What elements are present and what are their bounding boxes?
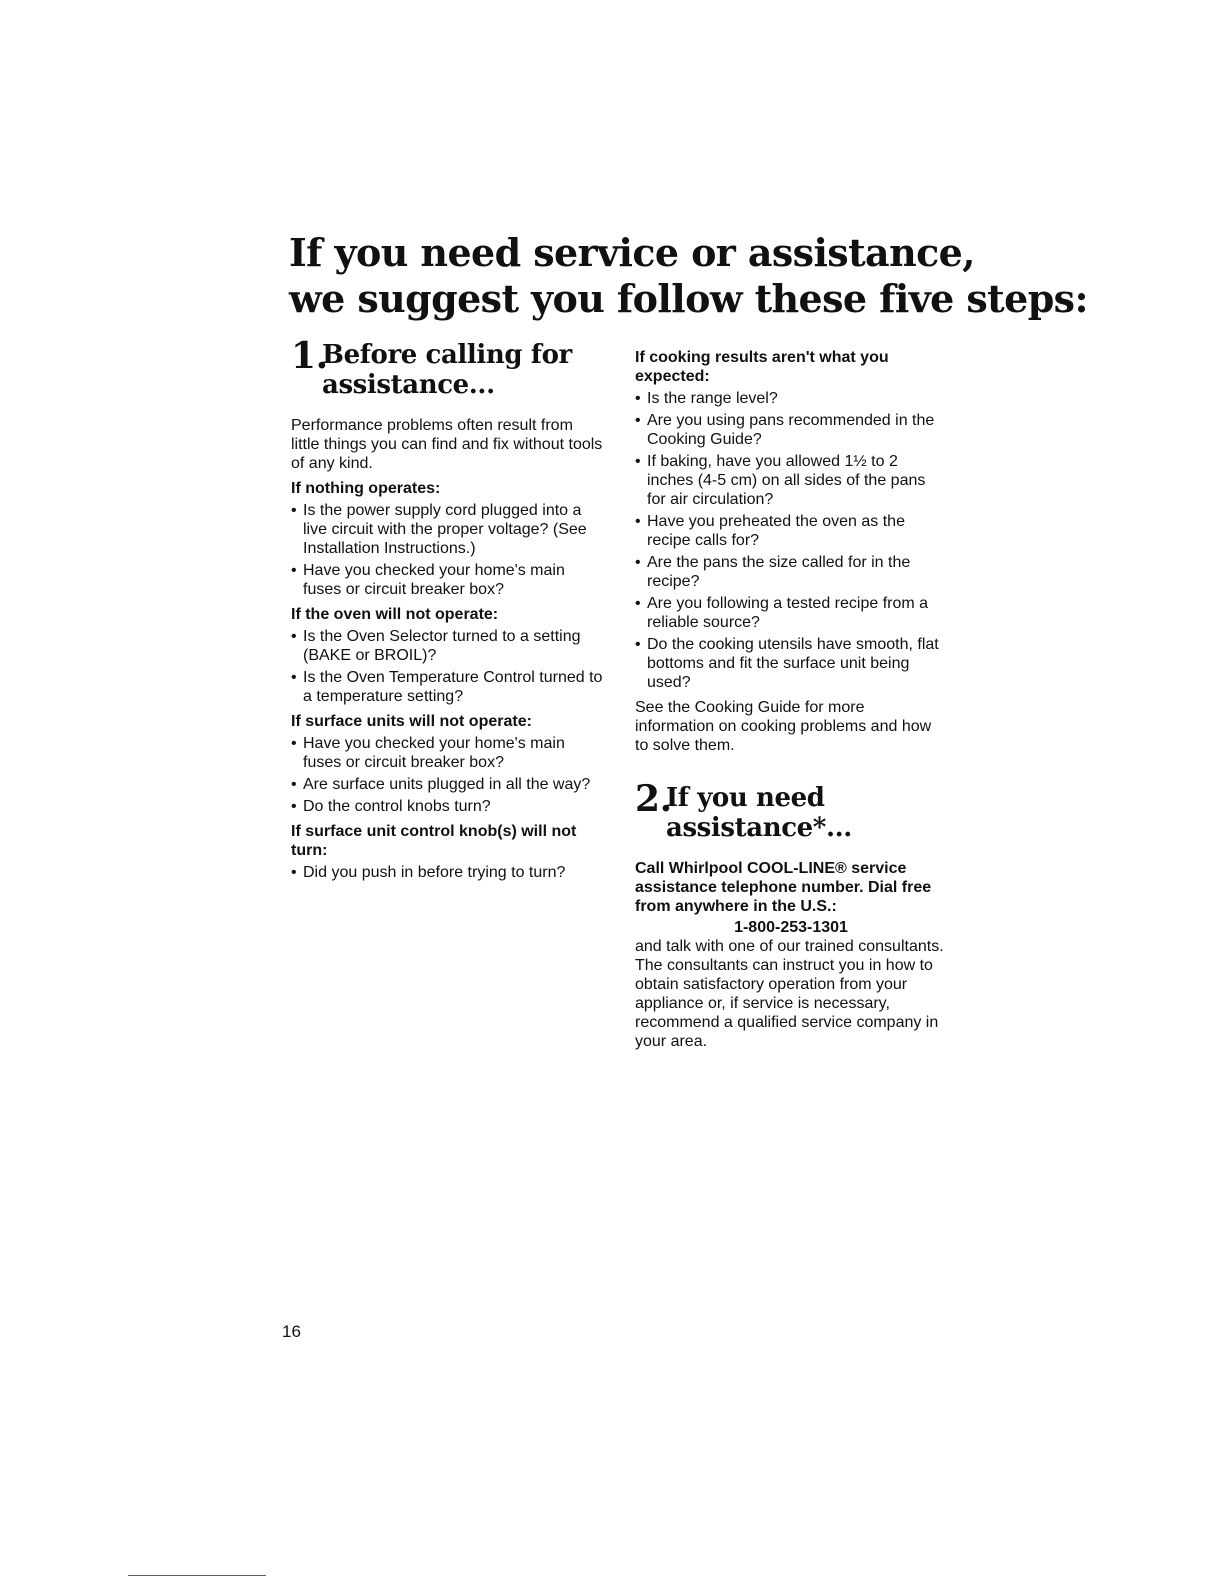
- list-item: • Is the Oven Selector turned to a setting (BAKE or BROIL)?: [291, 627, 604, 665]
- step-1-number: 1.: [291, 335, 328, 377]
- step-1-heading: [291, 335, 604, 400]
- list-item: • Did you push in before trying to turn?: [291, 863, 604, 882]
- consultants-text: and talk with one of our trained consultants. The consultants can instruct you in how to obtain satisfactory operation from your appliance or, if service is necessary, recommend a qualified service company in your area.: [635, 938, 944, 1050]
- list-item: • Are surface units plugged in all the way?: [291, 775, 604, 794]
- group-knobs-not-turn: [291, 822, 604, 882]
- title-line-2: we suggest you follow these five steps:: [289, 276, 1088, 321]
- page-number: 16: [282, 1322, 301, 1341]
- list-item: • Are you following a tested recipe from a reliable source?: [635, 594, 947, 632]
- cool-line-callout: Call Whirlpool COOL-LINE® service assistance telephone number. Dial free from anywhere in the U.S.:: [635, 860, 932, 915]
- list-item: • Is the Oven Temperature Control turned to a temperature setting?: [291, 668, 604, 706]
- list-item: • Have you checked your home's main fuses or circuit breaker box?: [291, 561, 604, 599]
- cooking-guide-note: See the Cooking Guide for more information on cooking problems and how to solve them.: [635, 699, 932, 754]
- step-2-number: 2.: [635, 778, 672, 820]
- list-item: • Are you using pans recommended in the Cooking Guide?: [635, 411, 947, 449]
- step-1-heading-line-2: assistance...: [322, 370, 495, 400]
- list-item: • Is the power supply cord plugged into a live circuit with the proper voltage? (See Installation Instructions.): [291, 501, 604, 558]
- list-item: • If baking, have you allowed 1½ to 2 inches (4-5 cm) on all sides of the pans for air circulation?: [635, 452, 947, 509]
- group-title: If surface unit control knob(s) will not turn:: [291, 823, 577, 859]
- list-item: • Have you checked your home's main fuses or circuit breaker box?: [291, 734, 604, 772]
- list-item: • Do the control knobs turn?: [291, 797, 604, 816]
- title-line-1: If you need service or assistance,: [289, 230, 975, 275]
- list-item: • Are the pans the size called for in the recipe?: [635, 553, 947, 591]
- step-2-heading: [635, 778, 947, 843]
- list-item: • Is the range level?: [635, 389, 947, 408]
- step-2-heading-line-2: assistance*...: [666, 813, 852, 843]
- bullet-list: [291, 501, 604, 599]
- group-title: If nothing operates:: [291, 480, 441, 497]
- bullet-list: [291, 627, 604, 706]
- step-1-heading-line-1: Before calling for: [322, 340, 572, 370]
- group-title: If cooking results aren't what you expected:: [635, 349, 889, 385]
- bullet-list: [291, 863, 604, 882]
- bullet-list: [291, 734, 604, 816]
- bottom-link-underline: [128, 1575, 266, 1576]
- group-nothing-operates: [291, 479, 604, 599]
- step-1-intro: Performance problems often result from little things you can find and fix without tools of any kind.: [291, 417, 603, 472]
- group-title: If the oven will not operate:: [291, 606, 499, 623]
- bullet-list: [635, 389, 947, 692]
- group-cooking-results: [635, 348, 947, 692]
- group-surface-units-not-operate: [291, 712, 604, 816]
- right-column: [635, 348, 947, 1051]
- group-oven-not-operate: [291, 605, 604, 706]
- group-title: If surface units will not operate:: [291, 713, 532, 730]
- step-2-section: [635, 778, 947, 1051]
- left-column: [291, 335, 604, 886]
- list-item: • Have you preheated the oven as the recipe calls for?: [635, 512, 947, 550]
- page-title: [289, 230, 1189, 322]
- step-2-heading-line-1: If you need: [666, 783, 825, 813]
- list-item: • Do the cooking utensils have smooth, flat bottoms and fit the surface unit being used?: [635, 635, 947, 692]
- phone-number: 1-800-253-1301: [734, 919, 848, 936]
